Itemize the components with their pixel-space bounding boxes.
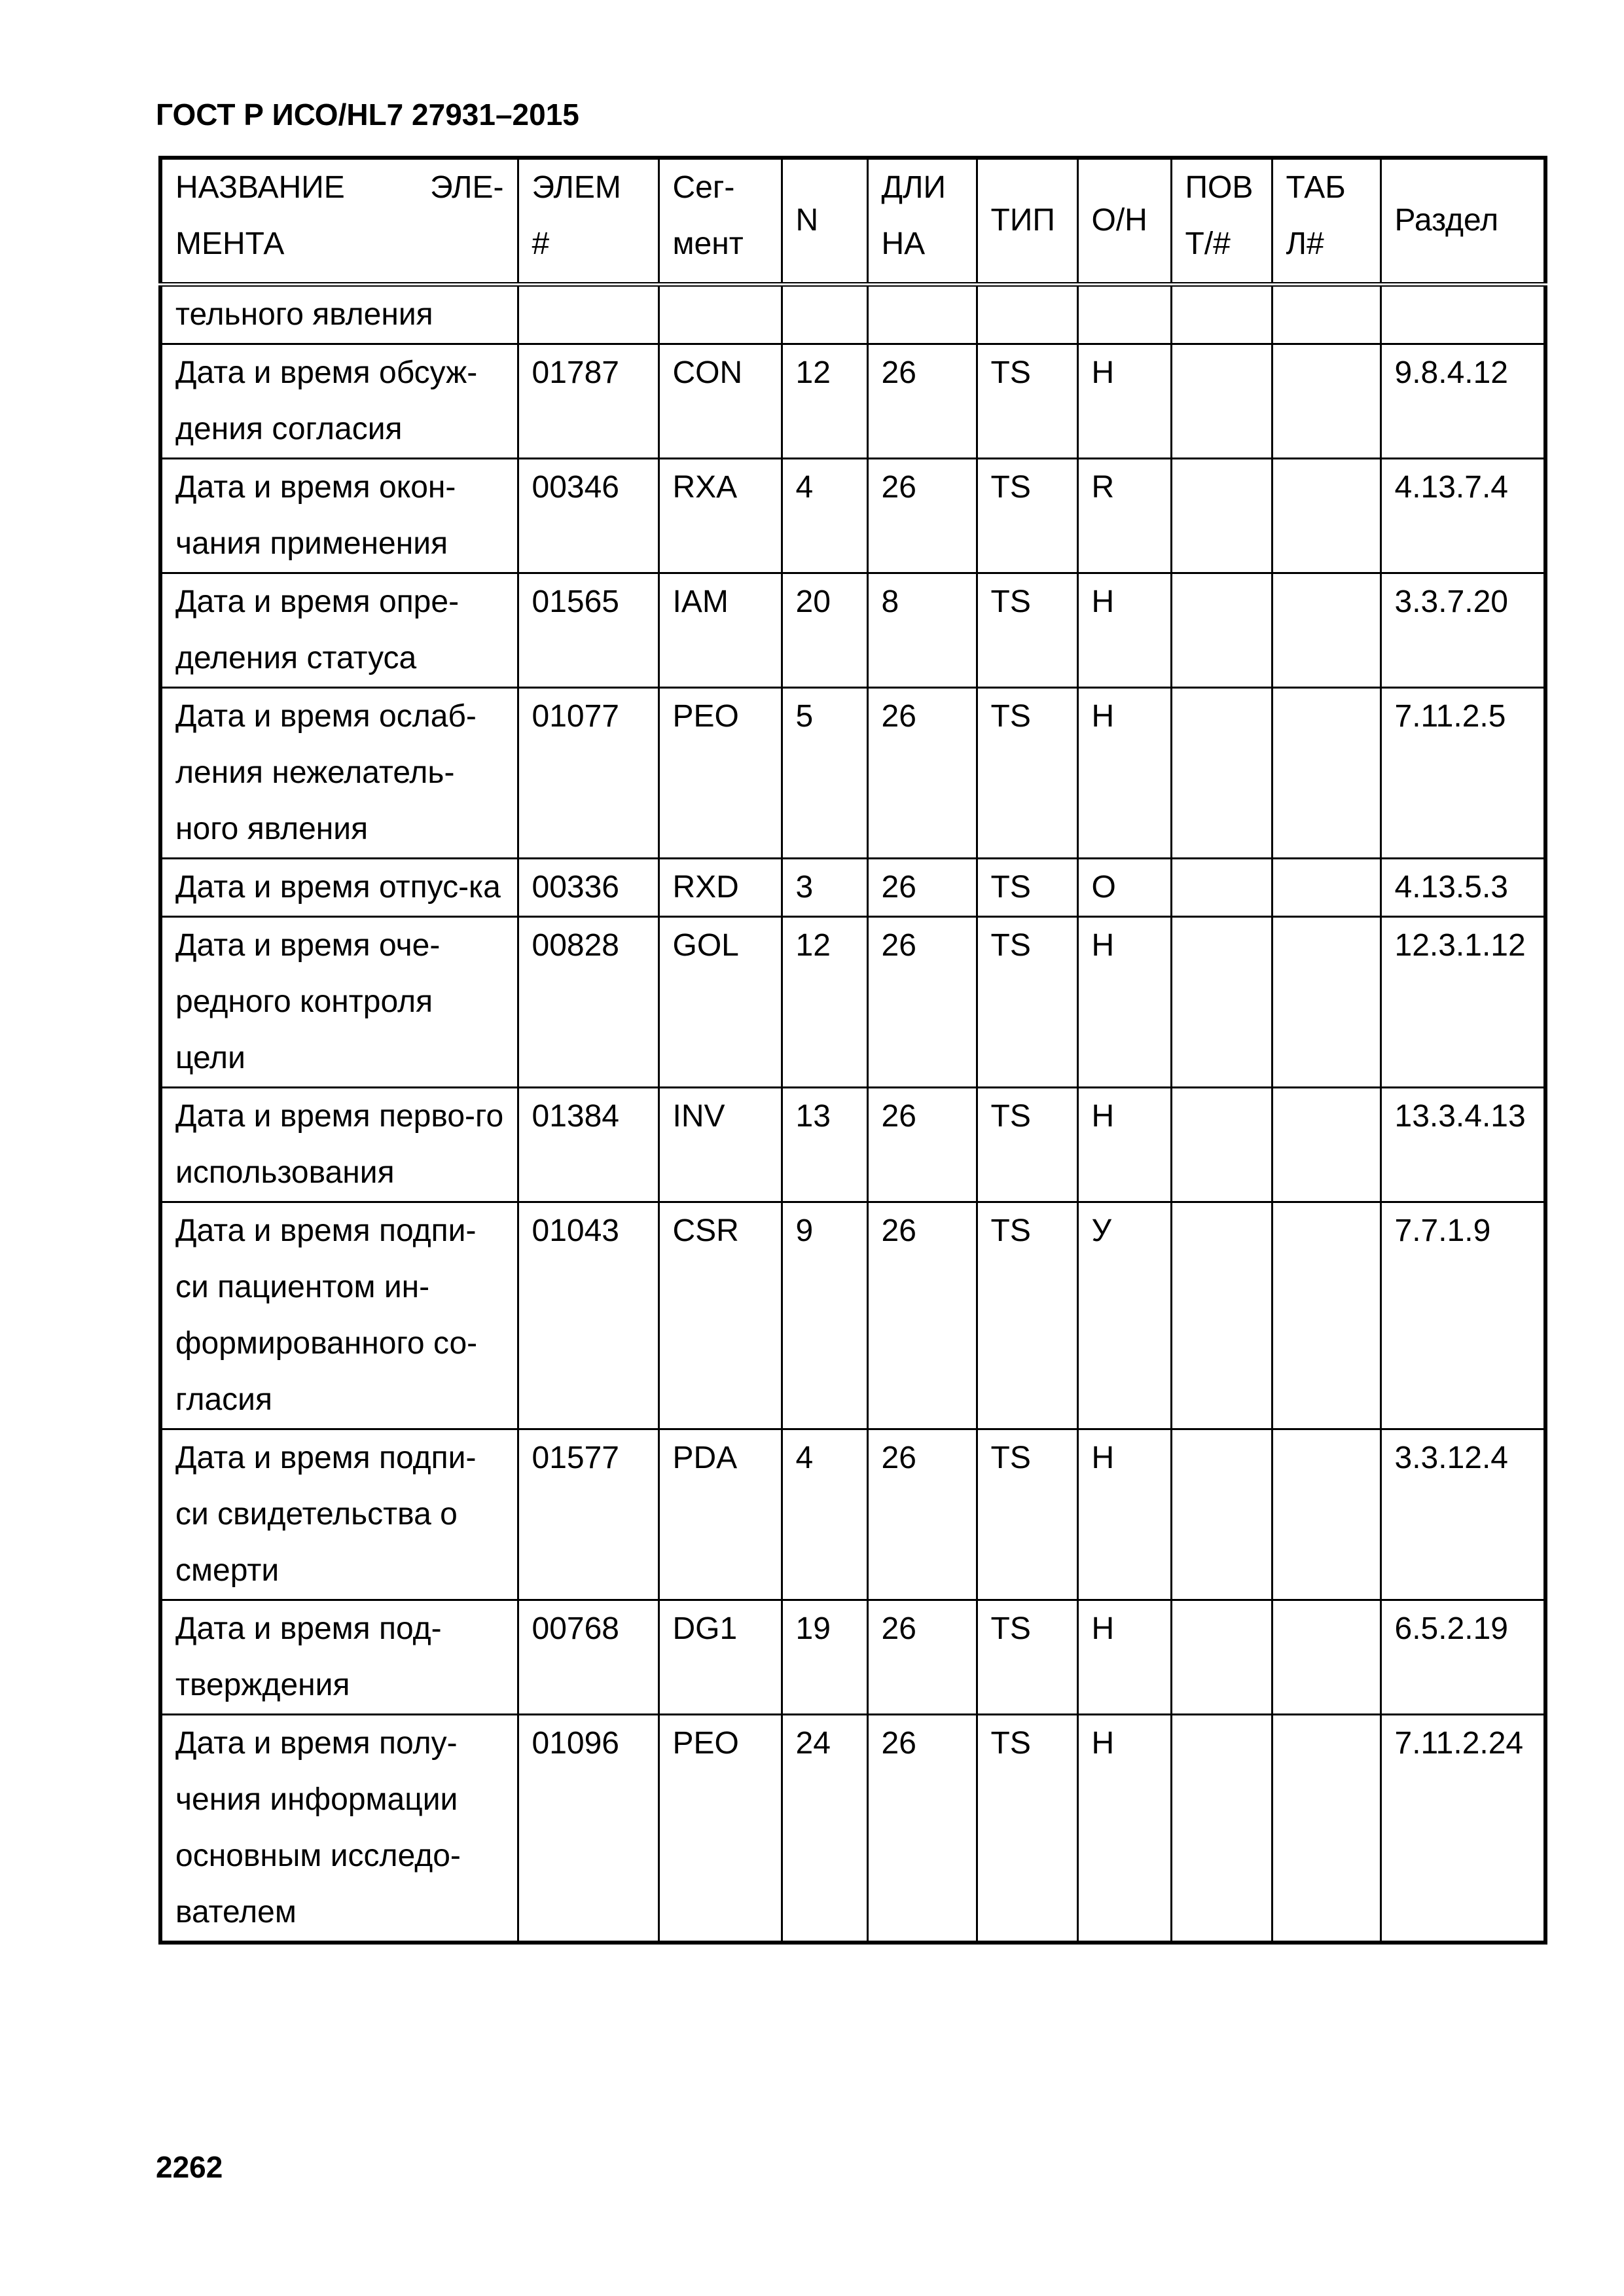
table-row xyxy=(160,573,1545,687)
cell-n: 4 xyxy=(782,458,867,573)
cell-segment: INV xyxy=(659,1087,782,1202)
cell-elem: 01077 xyxy=(518,687,659,858)
cell-elem xyxy=(518,284,659,344)
cell-n: 12 xyxy=(782,916,867,1087)
cell-name: Дата и время отпус-ка xyxy=(160,858,518,916)
cell-elem: 01384 xyxy=(518,1087,659,1202)
column-header-line: МЕНТА xyxy=(175,226,285,261)
cell-type: TS xyxy=(977,1202,1077,1429)
cell-n: 19 xyxy=(782,1600,867,1714)
cell-length: 26 xyxy=(867,1714,977,1943)
column-header-repeat xyxy=(1171,158,1272,284)
table-row xyxy=(160,284,1545,344)
column-header-section xyxy=(1380,158,1545,284)
cell-optional: Н xyxy=(1077,687,1171,858)
cell-repeat xyxy=(1171,344,1272,458)
column-header-line: мент xyxy=(672,226,744,261)
cell-repeat xyxy=(1171,1714,1272,1943)
table-body xyxy=(160,284,1545,1943)
cell-repeat xyxy=(1171,687,1272,858)
cell-repeat xyxy=(1171,284,1272,344)
cell-repeat xyxy=(1171,1600,1272,1714)
cell-segment: PEO xyxy=(659,687,782,858)
cell-optional: R xyxy=(1077,458,1171,573)
cell-type xyxy=(977,284,1077,344)
cell-section: 7.11.2.5 xyxy=(1380,687,1545,858)
column-header-line: ЭЛЕМ xyxy=(532,170,621,205)
cell-length: 26 xyxy=(867,1202,977,1429)
cell-length: 26 xyxy=(867,1429,977,1600)
column-header-type xyxy=(977,158,1077,284)
cell-n: 5 xyxy=(782,687,867,858)
cell-name: Дата и время ослаб-ления нежелатель-ного явления xyxy=(160,687,518,858)
cell-table xyxy=(1272,284,1380,344)
cell-optional: О xyxy=(1077,858,1171,916)
cell-length: 26 xyxy=(867,687,977,858)
cell-elem: 00828 xyxy=(518,916,659,1087)
document-header: ГОСТ Р ИСО/HL7 27931–2015 xyxy=(156,98,579,132)
cell-section: 7.7.1.9 xyxy=(1380,1202,1545,1429)
cell-type: TS xyxy=(977,1429,1077,1600)
cell-section: 4.13.7.4 xyxy=(1380,458,1545,573)
cell-name: тельного явления xyxy=(160,284,518,344)
cell-length: 26 xyxy=(867,858,977,916)
cell-type: TS xyxy=(977,1087,1077,1202)
cell-elem: 00336 xyxy=(518,858,659,916)
cell-table xyxy=(1272,916,1380,1087)
cell-optional: У xyxy=(1077,1202,1171,1429)
table-row xyxy=(160,344,1545,458)
cell-name: Дата и время перво-го использования xyxy=(160,1087,518,1202)
table-row xyxy=(160,687,1545,858)
cell-n xyxy=(782,284,867,344)
cell-type: TS xyxy=(977,1600,1077,1714)
cell-repeat xyxy=(1171,858,1272,916)
cell-name: Дата и время обсуж-дения согласия xyxy=(160,344,518,458)
column-header-line: ТАБ xyxy=(1286,170,1346,205)
cell-elem: 00346 xyxy=(518,458,659,573)
header-row xyxy=(160,158,1545,284)
table-row xyxy=(160,916,1545,1087)
cell-type: TS xyxy=(977,1714,1077,1943)
cell-elem: 01096 xyxy=(518,1714,659,1943)
cell-table xyxy=(1272,858,1380,916)
cell-segment: PDA xyxy=(659,1429,782,1600)
page-number: 2262 xyxy=(156,2150,223,2184)
cell-length: 26 xyxy=(867,1087,977,1202)
cell-type: TS xyxy=(977,344,1077,458)
table-row xyxy=(160,1600,1545,1714)
cell-n: 9 xyxy=(782,1202,867,1429)
cell-elem: 00768 xyxy=(518,1600,659,1714)
cell-segment: IAM xyxy=(659,573,782,687)
cell-length: 26 xyxy=(867,458,977,573)
column-header-line: НАЗВАНИЕ ЭЛЕ- xyxy=(175,170,504,205)
cell-table xyxy=(1272,1202,1380,1429)
cell-type: TS xyxy=(977,858,1077,916)
table-row xyxy=(160,858,1545,916)
column-header-line: ТИП xyxy=(990,203,1055,238)
cell-segment xyxy=(659,284,782,344)
cell-optional: Н xyxy=(1077,1600,1171,1714)
cell-optional: Н xyxy=(1077,1714,1171,1943)
cell-elem: 01787 xyxy=(518,344,659,458)
cell-name: Дата и время подпи-си свидетельства о смерти xyxy=(160,1429,518,1600)
column-header-line: Т/# xyxy=(1185,226,1231,261)
cell-repeat xyxy=(1171,1202,1272,1429)
cell-name: Дата и время окон-чания применения xyxy=(160,458,518,573)
cell-length: 26 xyxy=(867,344,977,458)
cell-n: 13 xyxy=(782,1087,867,1202)
table-row xyxy=(160,1714,1545,1943)
column-header-segment xyxy=(659,158,782,284)
cell-table xyxy=(1272,344,1380,458)
column-header-line: НА xyxy=(881,226,926,261)
cell-segment: DG1 xyxy=(659,1600,782,1714)
table-header xyxy=(160,158,1545,284)
cell-section: 3.3.7.20 xyxy=(1380,573,1545,687)
cell-repeat xyxy=(1171,1429,1272,1600)
cell-type: TS xyxy=(977,573,1077,687)
column-header-optional xyxy=(1077,158,1171,284)
cell-segment: RXD xyxy=(659,858,782,916)
column-header-length xyxy=(867,158,977,284)
column-header-name xyxy=(160,158,518,284)
cell-elem: 01577 xyxy=(518,1429,659,1600)
cell-name: Дата и время под-тверждения xyxy=(160,1600,518,1714)
column-header-line: Сег- xyxy=(672,170,735,205)
cell-optional: Н xyxy=(1077,1429,1171,1600)
cell-table xyxy=(1272,573,1380,687)
cell-segment: GOL xyxy=(659,916,782,1087)
cell-segment: PEO xyxy=(659,1714,782,1943)
column-header-line: # xyxy=(532,226,550,261)
cell-elem: 01043 xyxy=(518,1202,659,1429)
cell-name: Дата и время полу-чения информации основным исследо-вателем xyxy=(160,1714,518,1943)
cell-n: 4 xyxy=(782,1429,867,1600)
cell-repeat xyxy=(1171,916,1272,1087)
cell-elem: 01565 xyxy=(518,573,659,687)
column-header-line: ПОВ xyxy=(1185,170,1254,205)
cell-table xyxy=(1272,1087,1380,1202)
cell-section: 4.13.5.3 xyxy=(1380,858,1545,916)
cell-section: 7.11.2.24 xyxy=(1380,1714,1545,1943)
cell-section: 13.3.4.13 xyxy=(1380,1087,1545,1202)
cell-type: TS xyxy=(977,458,1077,573)
cell-name: Дата и время опре-деления статуса xyxy=(160,573,518,687)
cell-segment: CON xyxy=(659,344,782,458)
column-header-elem xyxy=(518,158,659,284)
data-elements-table xyxy=(158,156,1547,1945)
cell-length xyxy=(867,284,977,344)
cell-n: 3 xyxy=(782,858,867,916)
cell-section: 3.3.12.4 xyxy=(1380,1429,1545,1600)
column-header-line: N xyxy=(795,203,819,238)
cell-section xyxy=(1380,284,1545,344)
column-header-table xyxy=(1272,158,1380,284)
cell-n: 24 xyxy=(782,1714,867,1943)
cell-optional xyxy=(1077,284,1171,344)
cell-length: 26 xyxy=(867,916,977,1087)
cell-optional: Н xyxy=(1077,573,1171,687)
cell-table xyxy=(1272,458,1380,573)
cell-optional: Н xyxy=(1077,916,1171,1087)
cell-table xyxy=(1272,1714,1380,1943)
column-header-line: О/Н xyxy=(1091,203,1147,238)
table-row xyxy=(160,1202,1545,1429)
cell-length: 8 xyxy=(867,573,977,687)
column-header-line: Раздел xyxy=(1394,203,1499,238)
cell-table xyxy=(1272,687,1380,858)
cell-length: 26 xyxy=(867,1600,977,1714)
cell-repeat xyxy=(1171,458,1272,573)
column-header-n xyxy=(782,158,867,284)
cell-n: 20 xyxy=(782,573,867,687)
table-row xyxy=(160,1087,1545,1202)
column-header-line: Л# xyxy=(1286,226,1324,261)
cell-optional: Н xyxy=(1077,344,1171,458)
cell-segment: RXA xyxy=(659,458,782,573)
table-row xyxy=(160,458,1545,573)
table-row xyxy=(160,1429,1545,1600)
cell-name: Дата и время подпи-си пациентом ин-формированного со-гласия xyxy=(160,1202,518,1429)
cell-n: 12 xyxy=(782,344,867,458)
cell-section: 12.3.1.12 xyxy=(1380,916,1545,1087)
cell-type: TS xyxy=(977,687,1077,858)
cell-name: Дата и время оче-редного контроля цели xyxy=(160,916,518,1087)
cell-section: 6.5.2.19 xyxy=(1380,1600,1545,1714)
cell-table xyxy=(1272,1600,1380,1714)
cell-type: TS xyxy=(977,916,1077,1087)
cell-optional: Н xyxy=(1077,1087,1171,1202)
cell-table xyxy=(1272,1429,1380,1600)
cell-segment: CSR xyxy=(659,1202,782,1429)
cell-repeat xyxy=(1171,1087,1272,1202)
column-header-line: ДЛИ xyxy=(881,170,947,205)
cell-repeat xyxy=(1171,573,1272,687)
cell-section: 9.8.4.12 xyxy=(1380,344,1545,458)
